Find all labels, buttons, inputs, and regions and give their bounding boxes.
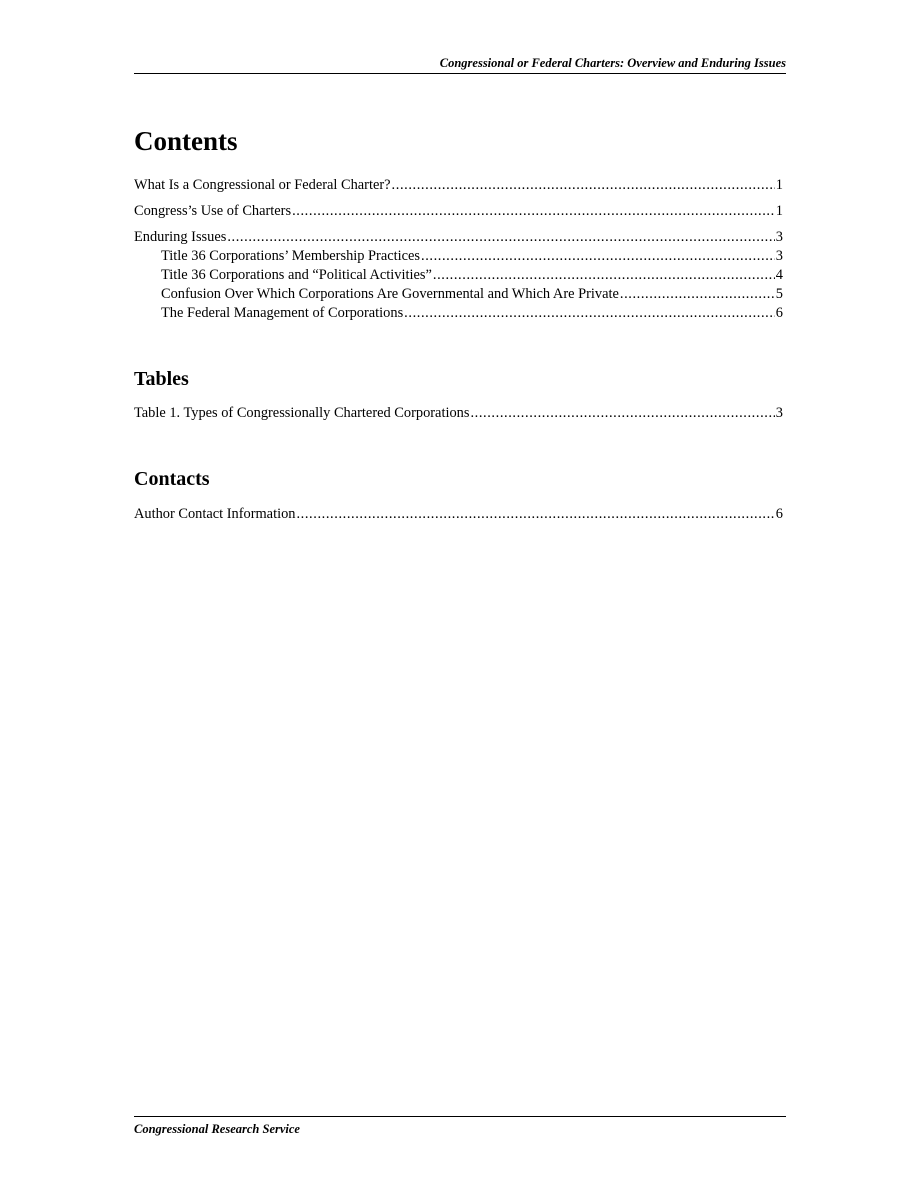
toc-subentry[interactable] [134, 247, 783, 266]
contents-heading: Contents [134, 126, 238, 156]
toc-entry-label: What Is a Congressional or Federal Charter? [134, 177, 391, 193]
toc-entry[interactable] [134, 202, 783, 221]
toc-entry[interactable] [134, 505, 783, 524]
toc-entry-label: Congress’s Use of Charters [134, 203, 292, 219]
toc-entry-label: Title 36 Corporations and “Political Activities” [161, 267, 432, 283]
dot-leader [292, 202, 775, 221]
toc-entry-label: Enduring Issues [134, 229, 227, 245]
dot-leader [433, 266, 775, 285]
toc-subentry[interactable] [134, 304, 783, 323]
contents-list [134, 176, 783, 323]
toc-entry-page: 1 [775, 203, 783, 219]
dot-leader [620, 285, 775, 304]
toc-entry[interactable] [134, 404, 783, 423]
dot-leader [421, 247, 775, 266]
toc-entry-page: 5 [775, 286, 783, 302]
toc-entry-label: Table 1. Types of Congressionally Chartered Corporations [134, 405, 470, 421]
toc-entry[interactable] [134, 228, 783, 247]
toc-subentry[interactable] [134, 285, 783, 304]
toc-entry-page: 6 [775, 305, 783, 321]
contacts-list [134, 505, 783, 524]
toc-entry-label: Confusion Over Which Corporations Are Governmental and Which Are Private [161, 286, 619, 302]
toc-entry-page: 3 [775, 229, 783, 245]
page-header [134, 56, 786, 74]
toc-entry-label: Author Contact Information [134, 506, 296, 522]
toc-entry-page: 1 [775, 177, 783, 193]
toc-entry-page: 6 [775, 506, 783, 522]
dot-leader [296, 505, 774, 524]
toc-entry[interactable] [134, 176, 783, 195]
tables-heading: Tables [134, 368, 189, 390]
page-footer [134, 1116, 786, 1137]
toc-entry-page: 3 [775, 405, 783, 421]
running-title: Congressional or Federal Charters: Overview and Enduring Issues [439, 56, 786, 70]
dot-leader [404, 304, 775, 323]
contacts-heading: Contacts [134, 468, 210, 490]
toc-entry-page: 4 [775, 267, 783, 283]
footer-text: Congressional Research Service [134, 1122, 300, 1136]
toc-entry-page: 3 [775, 248, 783, 264]
toc-entry-label: Title 36 Corporations’ Membership Practices [161, 248, 420, 264]
dot-leader [470, 404, 774, 423]
dot-leader [227, 228, 774, 247]
dot-leader [392, 176, 775, 195]
tables-list [134, 404, 783, 423]
toc-entry-label: The Federal Management of Corporations [161, 305, 404, 321]
toc-subentry[interactable] [134, 266, 783, 285]
